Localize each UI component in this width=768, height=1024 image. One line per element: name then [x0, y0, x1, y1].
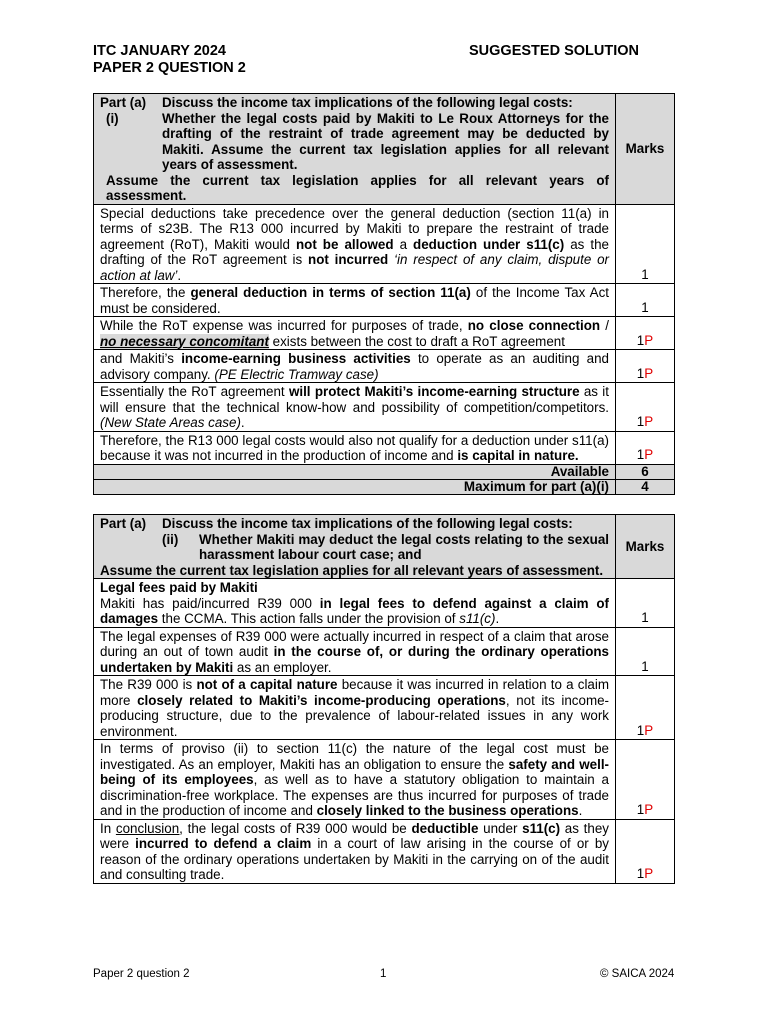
part-text: Discuss the income tax implications of the following legal costs:: [162, 516, 573, 531]
marking-table-part-a-ii: [93, 514, 675, 884]
answer-row: [94, 350, 675, 383]
header-paper: PAPER 2 QUESTION 2: [93, 60, 246, 76]
answer-text: The legal expenses of R39 000 were actually incurred in respect of a claim that arose during an out of town audit in the course of, or during the ordinary operations undertaken by Makiti as an employer.: [94, 627, 616, 676]
assumption-text: Assume the current tax legislation applies for all relevant years of assessment.: [106, 172, 609, 203]
available-value: 6: [616, 464, 675, 479]
subheading: Legal fees paid by Makiti: [100, 580, 258, 595]
header-title: [93, 43, 246, 77]
mark-cell: 1P: [616, 819, 675, 883]
mark-cell: 1P: [616, 740, 675, 820]
available-label: Available: [94, 464, 616, 479]
marks-header: Marks: [616, 94, 675, 205]
question-header-row: [94, 515, 675, 579]
mark-cell: 1P: [616, 317, 675, 350]
header-solution: SUGGESTED SOLUTION: [469, 43, 639, 59]
mark-cell: 1: [616, 284, 675, 317]
answer-row: [94, 676, 675, 740]
question-header-row: [94, 94, 675, 205]
answer-text: Therefore, the general deduction in terms of section 11(a) of the Income Tax Act must be considered.: [94, 284, 616, 317]
answer-row: [94, 627, 675, 676]
available-row: [94, 464, 675, 479]
answer-text: Legal fees paid by Makiti Makiti has paid/incurred R39 000 in legal fees to defend against a claim of damages the CCMA. This action falls under the provision of s11(c).: [94, 579, 616, 628]
answer-row: [94, 383, 675, 432]
part-label: Part (a): [100, 516, 147, 531]
marks-header: Marks: [616, 515, 675, 579]
answer-text: While the RoT expense was incurred for purposes of trade, no close connection / no necessary concomitant exists between the cost to draft a RoT agreement: [94, 317, 616, 350]
answer-text: Therefore, the R13 000 legal costs would also not qualify for a deduction under s11(a) because it was not incurred in the production of income and is capital in nature.: [94, 431, 616, 464]
assumption-text: Assume the current tax legislation applies for all relevant years of assessment.: [100, 562, 604, 578]
answer-text: The R39 000 is not of a capital nature because it was incurred in relation to a claim more closely related to Makiti’s income-producing operations, not its income-producing structure, due to the prevalence of labour-related issues in any work environment.: [94, 676, 616, 740]
maximum-value: 4: [616, 479, 675, 494]
maximum-row: [94, 479, 675, 494]
mark-cell: 1: [616, 627, 675, 676]
sub-label: (ii): [162, 531, 179, 547]
answer-text: In conclusion, the legal costs of R39 000 would be deductible under s11(c) as they were incurred to defend a claim in a court of law arising in the course of or by reason of the ordinary operations undertaken by Makiti in the carrying on of the audit and consulting trade.: [94, 819, 616, 883]
footer-page-number: 1: [380, 968, 387, 980]
answer-row: [94, 317, 675, 350]
answer-row: [94, 819, 675, 883]
mark-cell: 1P: [616, 383, 675, 432]
answer-text: Special deductions take precedence over the general deduction (section 11(a) in terms of s23B. The R13 000 incurred by Makiti to prepare the restraint of trade agreement (RoT), Makiti would not be allowed a deduction under s11(c) as the drafting of the RoT agreement is not incurred ‘in respect of any claim, dispute or action at law’.: [94, 204, 616, 284]
answer-row: [94, 431, 675, 464]
mark-cell: 1: [616, 579, 675, 628]
answer-text: In terms of proviso (ii) to section 11(c) the nature of the legal cost must be investigated. As an employer, Makiti has an obligation to ensure the safety and well-being of its employees, as well as to have a statutory obligation to maintain a discrimination-free workplace. The expenses are thus incurred for purposes of trade and in the production of income and closely linked to the business operations.: [94, 740, 616, 820]
part-label: Part (a): [100, 95, 147, 110]
mark-cell: 1P: [616, 676, 675, 740]
sub-text: Whether the legal costs paid by Makiti to Le Roux Attorneys for the drafting of the restraint of trade agreement may be deducted by Makiti. Assume the current tax legislation applies for all relevant years of assessment.: [162, 110, 609, 172]
footer-copyright: © SAICA 2024: [600, 968, 675, 980]
question-cell: [94, 515, 616, 579]
answer-text: and Makiti’s income-earning business activities to operate as an auditing and advisory company. (PE Electric Tramway case): [94, 350, 616, 383]
sub-label: (i): [106, 110, 119, 126]
maximum-label: Maximum for part (a)(i): [94, 479, 616, 494]
mark-cell: 1P: [616, 431, 675, 464]
footer-left: Paper 2 question 2: [93, 968, 190, 980]
part-text: Discuss the income tax implications of the following legal costs:: [162, 95, 573, 110]
question-cell: [94, 94, 616, 205]
answer-text: Essentially the RoT agreement will protect Makiti’s income-earning structure as it will ensure that the technical know-how and possibility of competition/competitors. (New State Areas case).: [94, 383, 616, 432]
answer-row: [94, 284, 675, 317]
answer-row: [94, 204, 675, 284]
mark-cell: 1: [616, 204, 675, 284]
answer-row: [94, 579, 675, 628]
sub-text: Whether Makiti may deduct the legal costs relating to the sexual harassment labour court case; and: [199, 531, 609, 562]
marking-table-part-a-i: [93, 93, 675, 495]
mark-cell: 1P: [616, 350, 675, 383]
answer-row: [94, 740, 675, 820]
header-exam: ITC JANUARY 2024: [93, 43, 226, 59]
